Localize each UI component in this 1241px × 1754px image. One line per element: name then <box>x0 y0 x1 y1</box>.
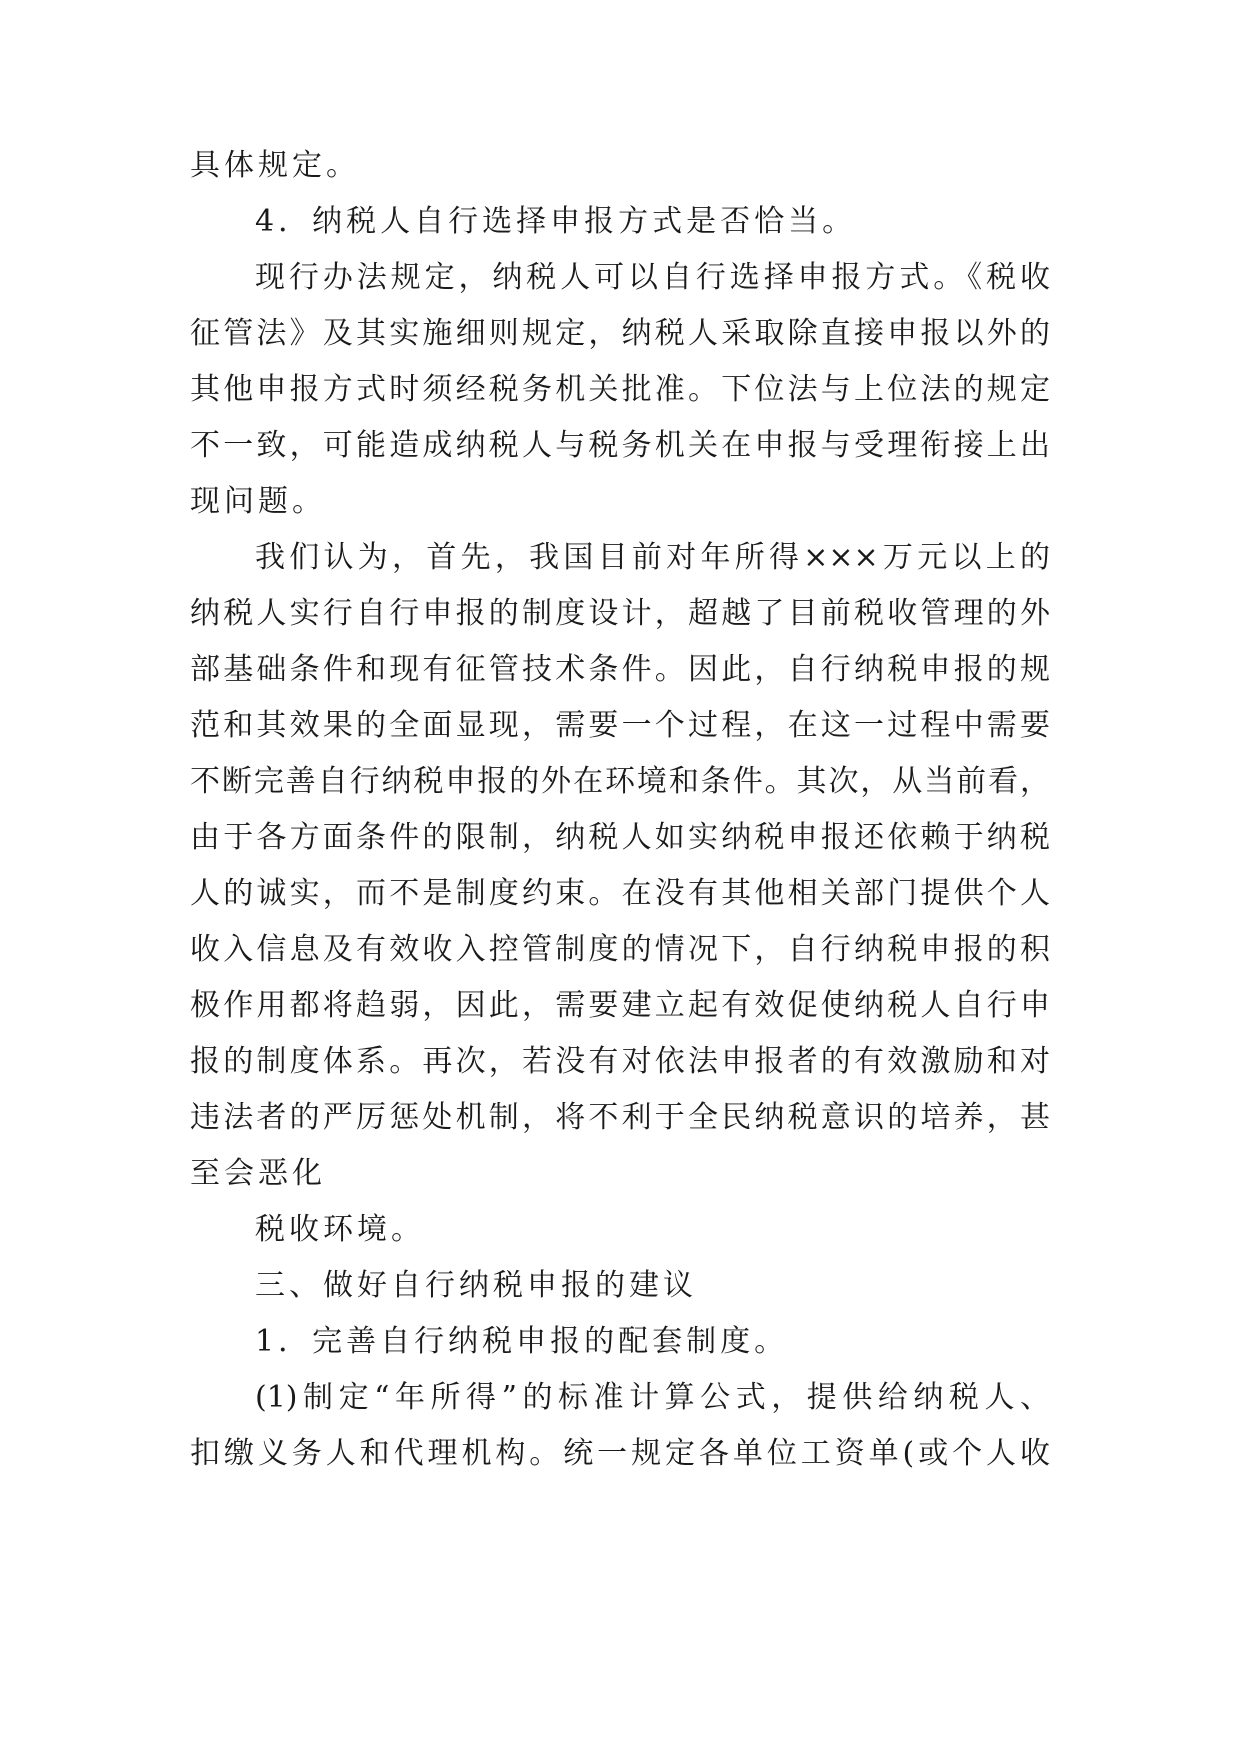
text-line: 不断完善自行纳税申报的外在环境和条件。其次，从当前看， <box>190 764 1050 799</box>
numbered-heading: 1．完善自行纳税申报的配套制度。 <box>255 1324 789 1359</box>
text-line: 其他申报方式时须经税务机关批准。下位法与上位法的规定 <box>190 372 1050 407</box>
numbered-heading: 4．纳税人自行选择申报方式是否恰当。 <box>255 204 857 239</box>
text-line: 税收环境。 <box>255 1212 425 1247</box>
text-line: 具体规定。 <box>190 148 360 183</box>
text-line: 我们认为，首先，我国目前对年所得×××万元以上的 <box>255 540 1050 575</box>
text-line: 部基础条件和现有征管技术条件。因此，自行纳税申报的规 <box>190 652 1050 687</box>
text-line: 纳税人实行自行申报的制度设计，超越了目前税收管理的外 <box>190 596 1050 631</box>
text-line: 现问题。 <box>190 484 326 519</box>
text-line: 由于各方面条件的限制，纳税人如实纳税申报还依赖于纳税 <box>190 820 1050 855</box>
text-line: 收入信息及有效收入控管制度的情况下，自行纳税申报的积 <box>190 932 1050 967</box>
text-line: 现行办法规定，纳税人可以自行选择申报方式。《税收 <box>255 260 1050 295</box>
text-line: 报的制度体系。再次，若没有对依法申报者的有效激励和对 <box>190 1044 1050 1079</box>
text-line: 扣缴义务人和代理机构。统一规定各单位工资单(或个人收 <box>190 1436 1050 1471</box>
text-line: 范和其效果的全面显现，需要一个过程，在这一过程中需要 <box>190 708 1050 743</box>
section-heading: 三、做好自行纳税申报的建议 <box>255 1268 697 1303</box>
text-line: 人的诚实，而不是制度约束。在没有其他相关部门提供个人 <box>190 876 1050 911</box>
text-line: 征管法》及其实施细则规定，纳税人采取除直接申报以外的 <box>190 316 1050 351</box>
text-line: 违法者的严厉惩处机制，将不利于全民纳税意识的培养，甚 <box>190 1100 1050 1135</box>
text-line: 极作用都将趋弱，因此，需要建立起有效促使纳税人自行申 <box>190 988 1050 1023</box>
text-line: (1)制定“年所得”的标准计算公式，提供给纳税人、 <box>255 1380 1050 1415</box>
text-line: 至会恶化 <box>190 1156 326 1191</box>
text-line: 不一致，可能造成纳税人与税务机关在申报与受理衔接上出 <box>190 428 1050 463</box>
